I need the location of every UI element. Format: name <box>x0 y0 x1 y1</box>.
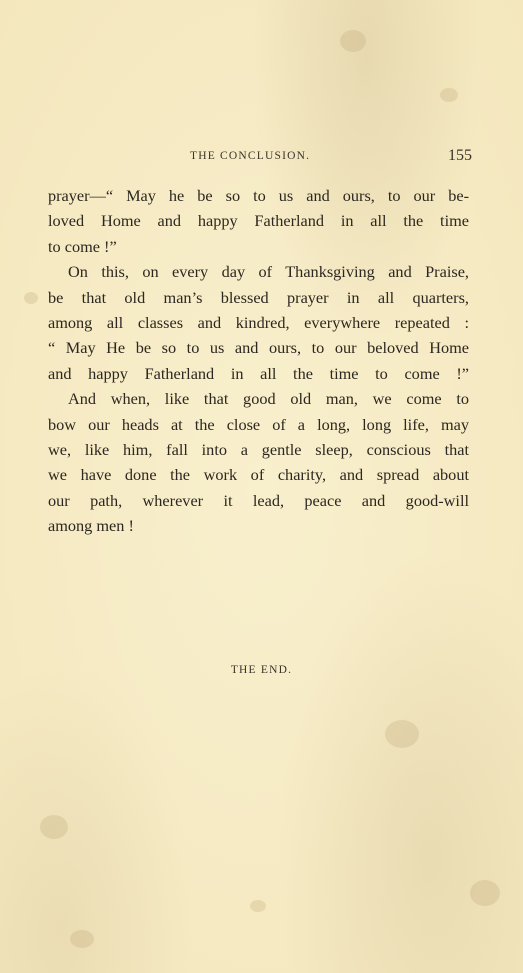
text-line: among men ! <box>48 516 134 536</box>
foxing-spot <box>440 88 458 102</box>
the-end: THE END. <box>230 664 293 676</box>
foxing-spot <box>250 900 266 912</box>
text-line: our path, wherever it lead, peace and good-will <box>48 490 469 510</box>
text-line: “ May He be so to us and ours, to our beloved Home <box>48 338 469 358</box>
text-line: among all classes and kindred, everywhere repeated : <box>48 313 469 333</box>
text-line: to come !” <box>48 236 117 256</box>
text-line: be that old man’s blessed prayer in all quarters, <box>48 287 469 307</box>
text-line: And when, like that good old man, we come to <box>68 389 469 409</box>
foxing-spot <box>40 815 68 839</box>
running-title: THE CONCLUSION. <box>190 150 311 162</box>
foxing-spot <box>340 30 366 52</box>
text-line: we, like him, fall into a gentle sleep, conscious that <box>48 440 469 460</box>
text-line: prayer—“ May he be so to us and ours, to our be- <box>48 186 469 205</box>
body-text <box>48 183 469 539</box>
text-line: and happy Fatherland in all the time to come !” <box>48 363 469 383</box>
text-line: On this, on every day of Thanksgiving and Praise, <box>68 262 469 282</box>
foxing-spot <box>70 930 94 948</box>
foxing-spot <box>385 720 419 748</box>
text-line: bow our heads at the close of a long, long life, may <box>48 414 469 434</box>
running-head <box>48 147 472 167</box>
text-line: loved Home and happy Fatherland in all the time <box>48 211 469 231</box>
page-number: 155 <box>448 147 472 164</box>
text-line: we have done the work of charity, and spread about <box>48 465 469 485</box>
foxing-spot <box>470 880 500 906</box>
foxing-spot <box>24 292 38 304</box>
